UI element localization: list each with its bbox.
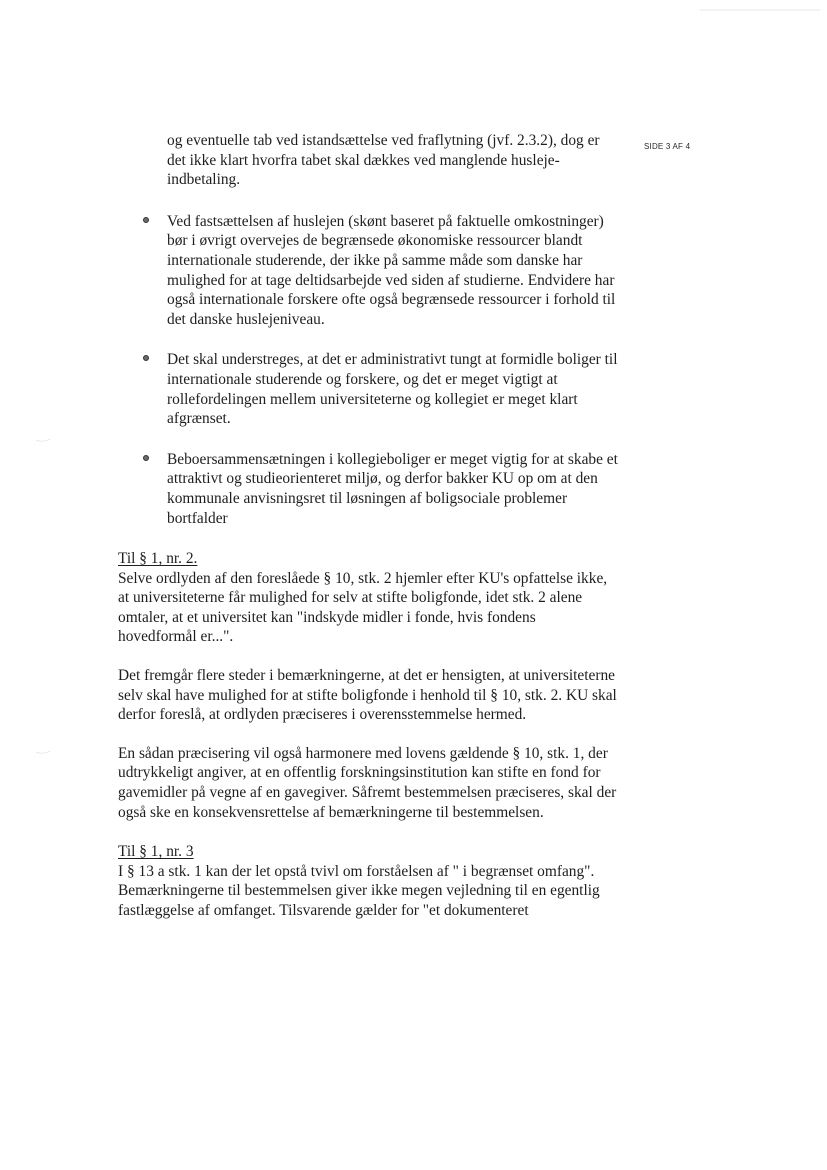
bullet-item: [118, 350, 618, 428]
bullet-item: [118, 450, 618, 528]
section-nr-3: [118, 842, 618, 920]
section-nr-2: [118, 549, 618, 822]
bullet-item: [118, 212, 618, 330]
intro-paragraph: og eventuelle tab ved istandsættelse ved fraflytning (jvf. 2.3.2), dog er det ikke klart hvorfra tabet skal dækkes ved manglende husleje-indbetaling.: [167, 132, 600, 189]
bullet-list: [118, 212, 618, 528]
section-heading: Til § 1, nr. 3: [118, 843, 194, 861]
document-body: [118, 131, 618, 940]
page-number: SIDE 3 AF 4: [644, 142, 691, 151]
bullet-icon: [143, 355, 149, 361]
section-paragraph: Det fremgår flere steder i bemærkningerne, at det er hensigten, at universiteterne selv skal have mulighed for at stifte boligfonde i henhold til § 10, stk. 2. KU skal derfor foreslå, at ordlyden præciseres i overensstemmelse hermed.: [118, 667, 617, 724]
bullet-text: Beboersammensætningen i kollegieboliger er meget vigtig for at skabe et attraktivt og studieorienteret miljø, og derfor bakker KU op om at den kommunale anvisningsret til løsningen af boligsociale problemer bortfalder: [167, 450, 618, 527]
bullet-icon: [143, 217, 149, 223]
bullet-text: Det skal understreges, at det er administrativt tungt at formidle boliger til internationale studerende og forskere, og det er meget vigtigt at rollefordelingen mellem universiteterne og kollegiet er meget klart afgrænset.: [167, 351, 618, 428]
bullet-icon: [143, 455, 149, 461]
section-paragraph: Selve ordlyden af den foreslåede § 10, stk. 2 hjemler efter KU's opfattelse ikke, at universiteterne får mulighed for selv at stifte boligfonde, idet stk. 2 alene omtaler, at et universitet kan "indskyde midler i fonde, hvis fondens hovedformål er...".: [118, 569, 608, 646]
bullet-text: Ved fastsættelsen af huslejen (skønt baseret på faktuelle omkostninger) bør i øvrigt overvejes de begrænsede økonomiske ressourcer blandt internationale studerende, der ikke på samme måde som danske har mulighed for at tage deltidsarbejde ved siden af studierne. Endvidere har også internationale forskere ofte også begrænsede ressourcer i forhold til det danske huslejeniveau.: [167, 212, 616, 328]
section-paragraph: I § 13 a stk. 1 kan der let opstå tvivl om forståelsen af " i begrænset omfang". Bemærkningerne til bestemmelsen giver ikke megen vejledning til en egentlig fastlæggelse af omfanget. Tilsvarende gælder for "et dokumenteret: [118, 862, 600, 919]
section-heading: Til § 1, nr. 2.: [118, 550, 198, 568]
section-paragraph: En sådan præcisering vil også harmonere med lovens gældende § 10, stk. 1, der udtrykkeligt angiver, at en offentlig forskningsinstitution kan stifte en fond for gavemidler på vegne af en gavegiver. Såfremt bestemmelsen præciseres, skal der også ske en konsekvensrettelse af bemærkningerne til bestemmelsen.: [118, 744, 617, 821]
